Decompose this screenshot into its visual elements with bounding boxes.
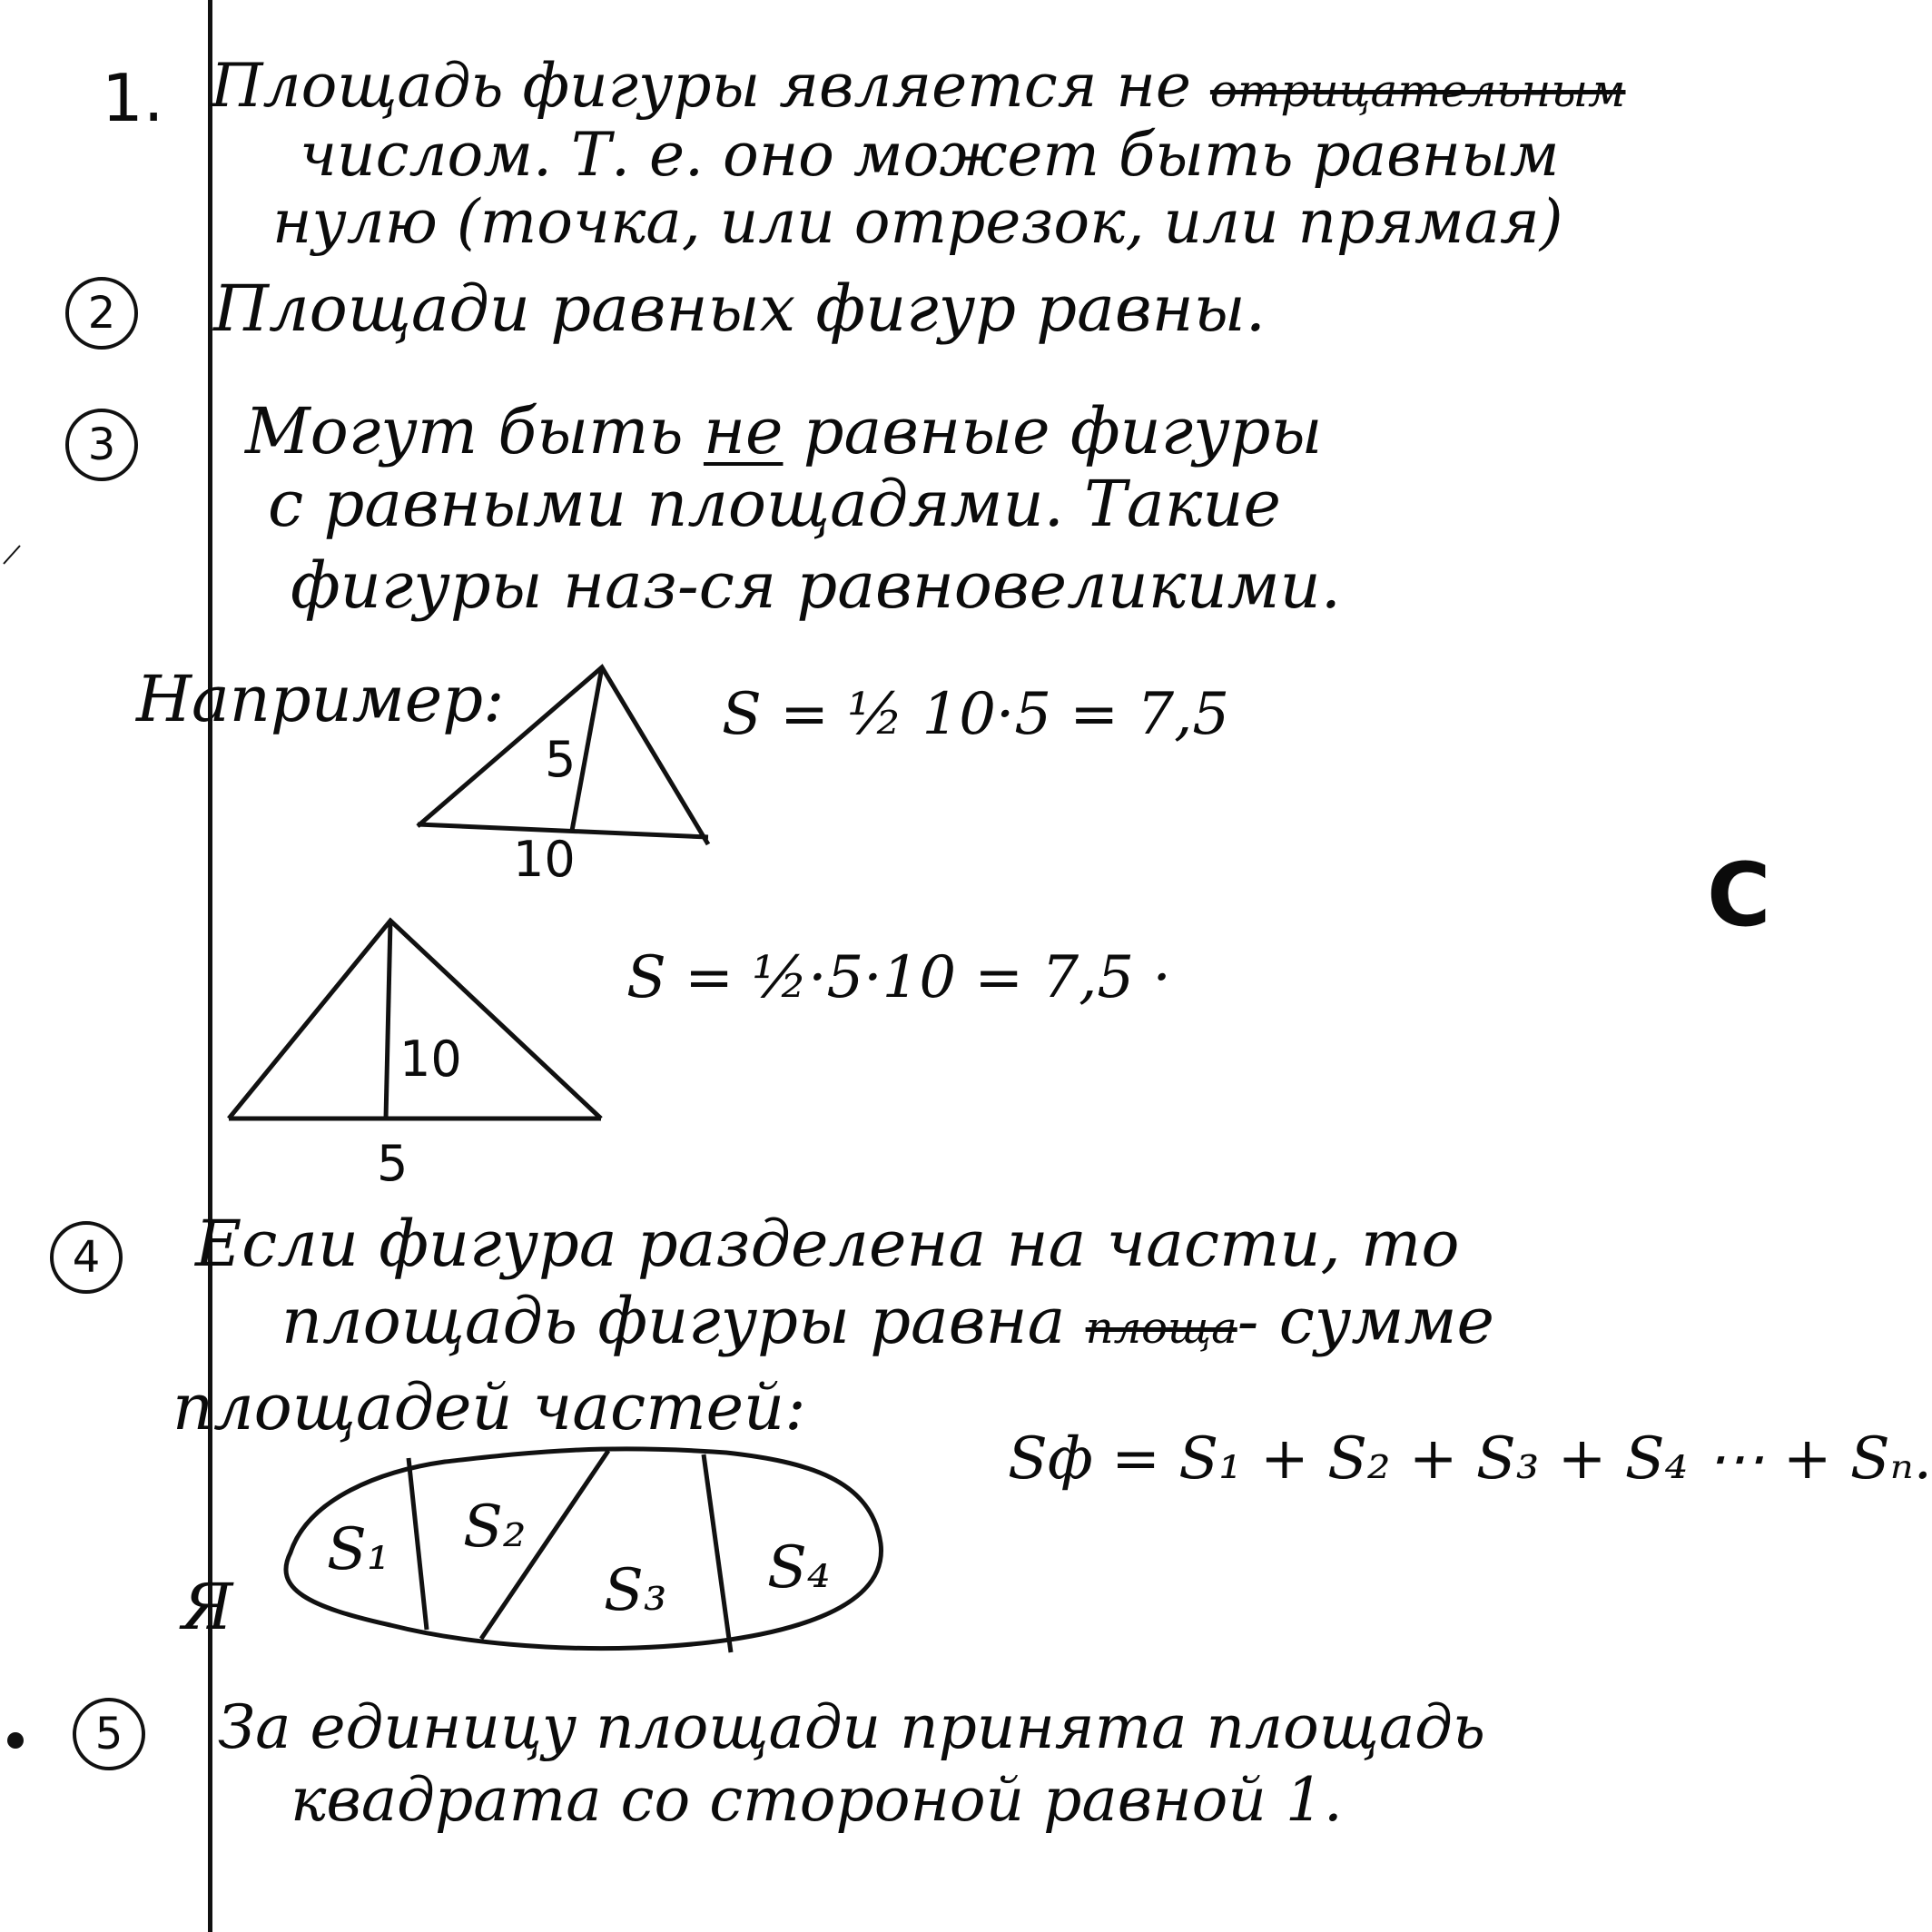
item4-line2-a: площадь фигуры равна xyxy=(281,1284,1066,1358)
item1-line1-text: Площадь фигуры является не xyxy=(211,51,1191,121)
item1-number: 1. xyxy=(102,60,164,136)
part-s4-label: S₄ xyxy=(767,1534,831,1602)
part-s3-label: S₃ xyxy=(604,1557,667,1624)
example-label: Например: xyxy=(136,662,505,736)
item3-line1-b: равные фигуры xyxy=(803,394,1323,468)
item2-number-circle: 2 xyxy=(65,277,138,350)
item3-line3: фигуры наз-ся равновеликими. xyxy=(291,548,1342,623)
margin-letter: C xyxy=(1707,844,1771,946)
item4-line1: Если фигура разделена на части, то xyxy=(195,1207,1460,1281)
triangle-2 xyxy=(218,908,617,1144)
triangle-1-base-label: 10 xyxy=(513,831,576,888)
item1-line3: нулю (точка, или отрезок, или прямая) xyxy=(272,187,1563,257)
item4-struck-word: площа xyxy=(1085,1303,1237,1354)
part-s2-label: S₂ xyxy=(463,1493,527,1561)
item4-number-circle: 4 xyxy=(50,1221,123,1294)
item4-line2 xyxy=(281,1284,1494,1358)
item4-line2-b: - сумме xyxy=(1237,1284,1494,1358)
item4-sum-formula: Sф = S₁ + S₂ + S₃ + S₄ ⋯ + Sₙ. xyxy=(1008,1425,1932,1493)
item3-number-circle: 3 xyxy=(65,409,138,481)
item3-line1-a: Могут быть xyxy=(245,394,684,468)
item5-line2: квадрата со стороной равной 1. xyxy=(291,1765,1343,1835)
triangle-1-height-label: 5 xyxy=(545,731,577,788)
item5-line1: За единицу площади принята площадь xyxy=(218,1692,1485,1762)
triangle-2-formula: S = ½·5·10 = 7,5 · xyxy=(626,944,1171,1011)
divider-1 xyxy=(409,1458,427,1630)
triangle-2-base-label: 5 xyxy=(377,1135,409,1192)
item1-line2: числом. Т. е. оно может быть равным xyxy=(300,120,1560,190)
item4-line3: площадей частей: xyxy=(172,1370,806,1444)
item3-line2: с равными площадями. Такие xyxy=(268,467,1281,541)
item1-struck-word: отрицательным xyxy=(1209,64,1626,117)
part-s1-label: S₁ xyxy=(327,1516,390,1583)
item5-number-circle: 5 xyxy=(73,1698,145,1770)
item3-underlined-word: не xyxy=(703,394,784,468)
triangle-1-formula: S = ½ 10·5 = 7,5 xyxy=(722,681,1230,748)
item4-side-scribble: Я xyxy=(182,1570,233,1644)
item2-text: Площади равных фигур равны. xyxy=(213,271,1266,346)
triangle-2-height xyxy=(386,921,390,1119)
item5-bullet-dot xyxy=(7,1732,24,1749)
item1-line1 xyxy=(211,51,1626,121)
item3-line1 xyxy=(245,394,1323,468)
divider-3 xyxy=(704,1454,731,1652)
triangle-2-height-label: 10 xyxy=(399,1030,462,1088)
stray-pen-mark xyxy=(0,540,27,567)
